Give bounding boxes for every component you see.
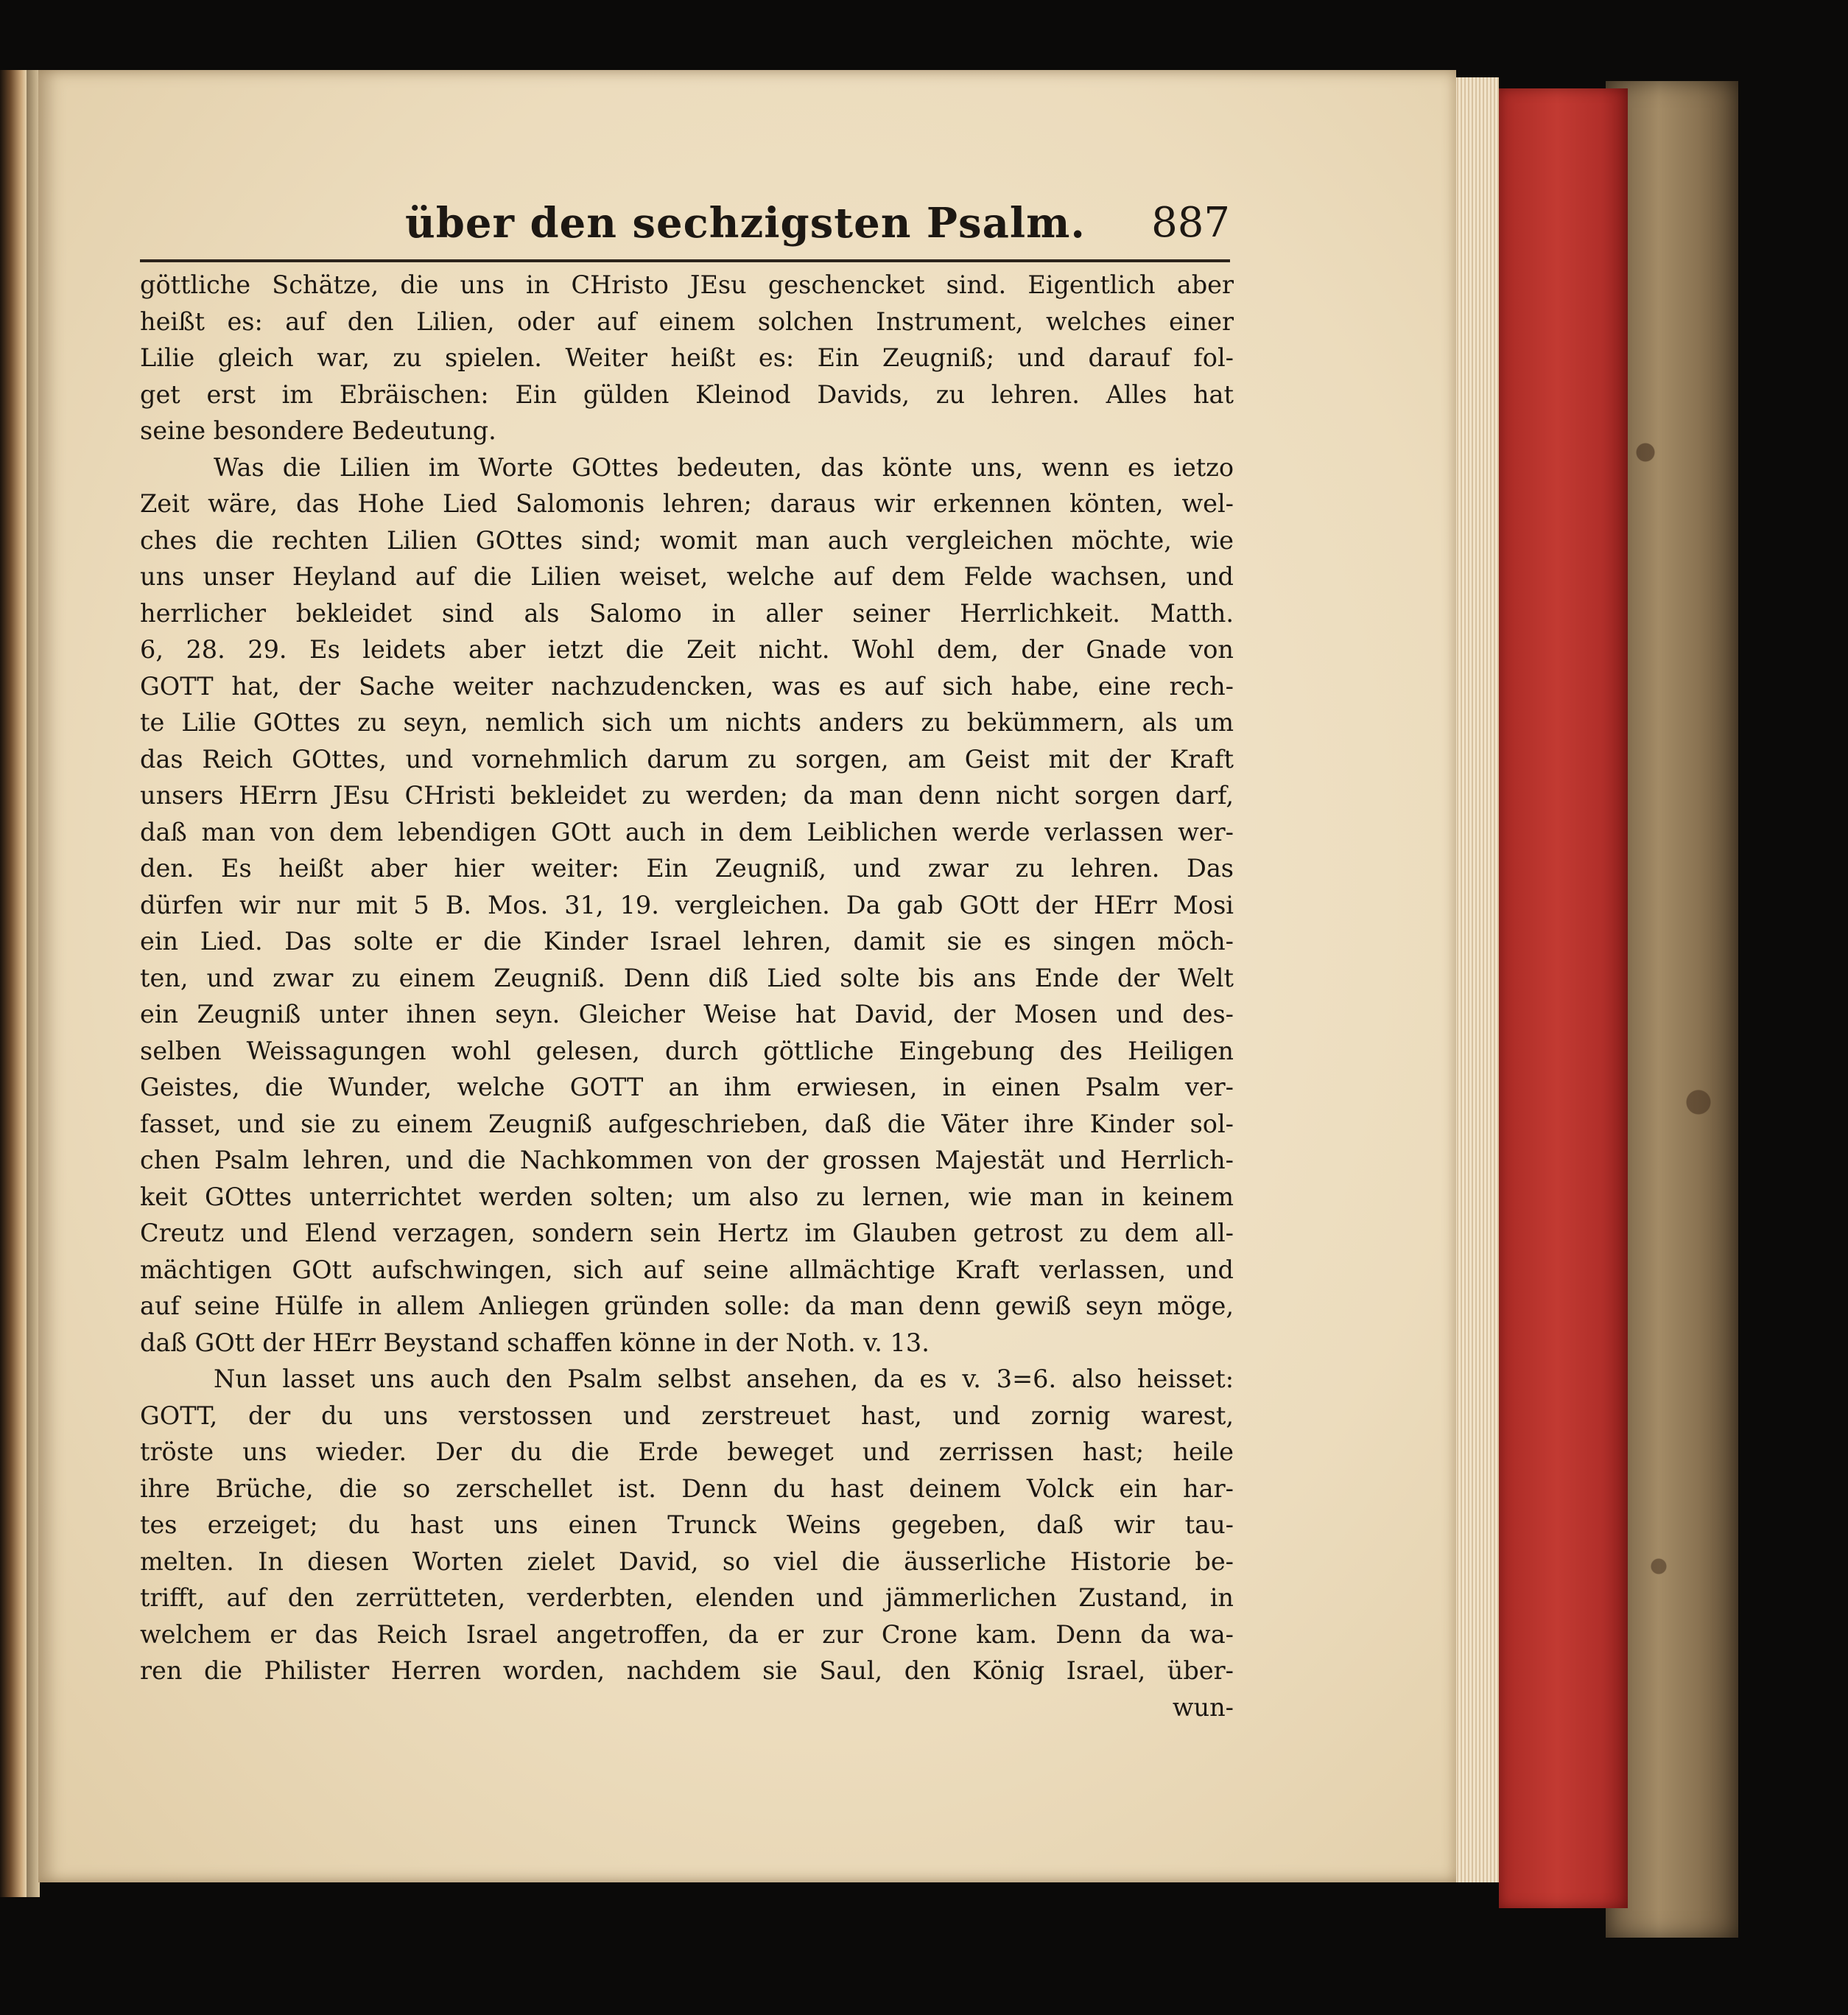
text-line: GOTT, der du uns verstossen und zerstreuet hast, und zornig warest,	[140, 1401, 1234, 1430]
text-line: dürfen wir nur mit 5 B. Mos. 31, 19. vergleichen. Da gab GOtt der HErr Mosi	[140, 890, 1234, 919]
text-line: mächtigen GOtt aufschwingen, sich auf seine allmächtige Kraft verlassen, und	[140, 1255, 1234, 1284]
text-line: tes erzeiget; du hast uns einen Trunck Weins gegeben, daß wir tau-	[140, 1510, 1234, 1539]
text-line: 6, 28. 29. Es leidets aber ietzt die Zeit nicht. Wohl dem, der Gnade von	[140, 635, 1234, 664]
running-title: über den sechzigsten Psalm.	[405, 199, 1086, 248]
paragraph-2	[140, 449, 1234, 1362]
text-line: ein Zeugniß unter ihnen seyn. Gleicher Weise hat David, der Mosen und des-	[140, 1000, 1234, 1028]
text-line: GOTT hat, der Sache weiter nachzudencken, was es auf sich habe, eine rech-	[140, 671, 1234, 701]
text-line: herrlicher bekleidet sind als Salomo in aller seiner Herrlichkeit. Matth.	[140, 598, 1234, 628]
text-line: ches die rechten Lilien GOttes sind; womit man auch vergleichen möchte, wie	[140, 525, 1234, 555]
text-line: tröste uns wieder. Der du die Erde beweget und zerrissen hast; heile	[140, 1437, 1234, 1466]
text-line: ein Lied. Das solte er die Kinder Israel lehren, damit sie es singen möch-	[140, 927, 1234, 956]
paragraph-3	[140, 1361, 1234, 1689]
text-line: selben Weissagungen wohl gelesen, durch göttliche Eingebung des Heiligen	[140, 1036, 1234, 1065]
text-line: daß GOtt der HErr Beystand schaffen könne in der Noth. v. 13.	[140, 1328, 930, 1357]
text-line: ten, und zwar zu einem Zeugniß. Denn diß Lied solte bis ans Ende der Welt	[140, 963, 1234, 992]
text-line: Nun lasset uns auch den Psalm selbst ansehen, da es v. 3=6. also heisset:	[214, 1364, 1234, 1393]
text-line: Geistes, die Wunder, welche GOTT an ihm erwiesen, in einen Psalm ver-	[140, 1073, 1234, 1101]
text-line: fasset, und sie zu einem Zeugniß aufgeschrieben, daß die Väter ihre Kinder sol-	[140, 1109, 1234, 1138]
text-line: göttliche Schätze, die uns in CHristo JEsu geschencket sind. Eigentlich aber	[140, 270, 1234, 299]
red-page-edge	[1499, 88, 1628, 1908]
text-line: das Reich GOttes, und vornehmlich darum zu sorgen, am Geist mit der Kraft	[140, 744, 1234, 774]
text-line: den. Es heißt aber hier weiter: Ein Zeugniß, und zwar zu lehren. Das	[140, 854, 1234, 883]
text-line: welchem er das Reich Israel angetroffen, da er zur Crone kam. Denn da wa-	[140, 1619, 1234, 1649]
text-line: heißt es: auf den Lilien, oder auf einem solchen Instrument, welches einer	[140, 306, 1234, 336]
text-line: te Lilie GOttes zu seyn, nemlich sich um nichts anders zu bekümmern, als um	[140, 708, 1234, 737]
header-rule	[140, 259, 1230, 262]
text-line: auf seine Hülfe in allem Anliegen gründen solle: da man denn gewiß seyn möge,	[140, 1292, 1234, 1320]
text-line: seine besondere Bedeutung.	[140, 416, 496, 445]
text-line: Zeit wäre, das Hohe Lied Salomonis lehren; daraus wir erkennen könten, wel-	[140, 489, 1234, 518]
left-page-edge	[0, 70, 27, 1897]
text-line: keit GOttes unterrichtet werden solten; um also zu lernen, wie man in keinem	[140, 1182, 1234, 1211]
text-line: ren die Philister Herren worden, nachdem sie Saul, den König Israel, über-	[140, 1656, 1234, 1685]
page-stack-edge	[1451, 77, 1499, 1882]
paragraph-1	[140, 267, 1234, 449]
text-line: Lilie gleich war, zu spielen. Weiter heißt es: Ein Zeugniß; und darauf fol-	[140, 343, 1234, 372]
text-line: Was die Lilien im Worte GOttes bedeuten, das könte uns, wenn es ietzo	[214, 452, 1234, 482]
text-line: melten. In diesen Worten zielet David, so viel die äusserliche Historie be-	[140, 1546, 1234, 1576]
catchword: wun-	[1172, 1692, 1234, 1722]
page-header	[140, 199, 1230, 258]
text-line: daß man von dem lebendigen GOtt auch in dem Leiblichen werde verlassen wer-	[140, 817, 1234, 847]
text-line: ihre Brüche, die so zerschellet ist. Denn du hast deinem Volck ein har-	[140, 1473, 1234, 1503]
text-line: Creutz und Elend verzagen, sondern sein Hertz im Glauben getrost zu dem all-	[140, 1219, 1234, 1247]
text-line: unsers HErrn JEsu CHristi bekleidet zu werden; da man denn nicht sorgen darf,	[140, 781, 1234, 810]
text-line: get erst im Ebräischen: Ein gülden Kleinod Davids, zu lehren. Alles hat	[140, 379, 1234, 409]
page-number: 887	[1151, 199, 1230, 247]
text-line: uns unser Heyland auf die Lilien weiset, welche auf dem Felde wachsen, und	[140, 562, 1234, 591]
text-line: chen Psalm lehren, und die Nachkommen von der grossen Majestät und Herrlich-	[140, 1146, 1234, 1174]
body-text	[140, 267, 1234, 1725]
text-line: trifft, auf den zerrütteten, verderbten, elenden und jämmerlichen Zustand, in	[140, 1583, 1234, 1612]
